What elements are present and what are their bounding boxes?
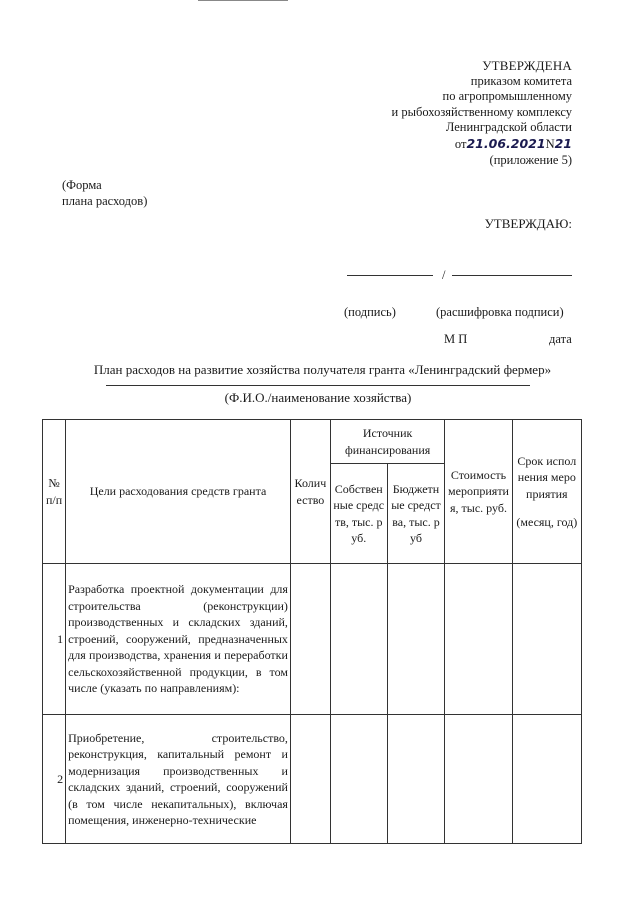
handwritten-number: 21 [554, 135, 572, 151]
row-goal: Разработка проектной документации для строительства (реконструкции) производственных и складских зданий, строений, сооружений, предназначенных для производства, хранения и переработки сельскохозяйственной продукции, в том числе (указать по направлениям): [66, 564, 291, 715]
row-budget-cell [387, 715, 445, 844]
stamp-label: М П [444, 332, 468, 346]
expense-plan-table [42, 419, 582, 844]
date-prefix: от [454, 136, 467, 151]
signature-line [347, 275, 433, 276]
row-cost-cell [445, 715, 512, 844]
row-budget-cell [387, 564, 445, 715]
handwritten-date: 21.06.2021 [466, 135, 546, 151]
header-goal: Цели расходования средств гранта [66, 420, 291, 564]
signature-caption: (подпись) [344, 305, 396, 319]
header-cost: Стоимость мероприятия, тыс. руб. [445, 420, 512, 564]
number-prefix: N [545, 136, 555, 151]
header-term-text: Срок исполнения мероприятия [517, 453, 577, 501]
header-own-funds: Собственные средств, тыс. руб. [330, 464, 387, 564]
row-own-cell [330, 715, 387, 844]
approve-word: УТВЕРЖДАЮ: [484, 216, 572, 231]
top-edge-mark [198, 0, 288, 4]
form-note [62, 178, 147, 209]
header-term [512, 420, 581, 564]
row-goal: Приобретение, строительство, реконструкция, капитальный ремонт и модернизация производственных и складских зданий, строений, сооружений (в том числе некапитальных), включая помещения, инженерно-технические [66, 715, 291, 844]
farm-name-line [106, 385, 530, 386]
date-caption: дата [549, 332, 572, 346]
row-num: 2 [43, 715, 66, 844]
row-term-cell [512, 715, 581, 844]
row-own-cell [330, 564, 387, 715]
plan-title: План расходов на развитие хозяйства получателя гранта «Ленинградский фермер» [93, 362, 552, 377]
approval-block [392, 58, 572, 168]
row-num: 1 [43, 564, 66, 715]
signature-separator: / [442, 268, 446, 282]
appendix-label: (приложение 5) [489, 152, 572, 167]
header-source: Источник финансирования [330, 420, 445, 464]
farm-name-caption: (Ф.И.О./наименование хозяйства) [224, 390, 412, 405]
approval-line: и рыбохозяйственному комплексу [391, 104, 572, 119]
row-term-cell [512, 564, 581, 715]
form-note-line: (Форма [62, 178, 102, 192]
approval-line: по агропромышленному [442, 89, 572, 104]
signature-decode-caption: (расшифровка подписи) [436, 305, 564, 319]
row-qty-cell [290, 564, 330, 715]
header-budget-funds: Бюджетные средства, тыс. руб [387, 464, 445, 564]
header-num: № п/п [43, 420, 66, 564]
approval-line: приказом комитета [470, 73, 572, 88]
approval-heading: УТВЕРЖДЕНА [482, 58, 572, 73]
signature-decode-line [452, 275, 572, 276]
table-row [43, 564, 582, 715]
header-qty: Количество [290, 420, 330, 564]
approval-line: Ленинградской области [445, 120, 572, 135]
row-qty-cell [290, 715, 330, 844]
header-term-unit: (месяц, год) [516, 515, 578, 529]
approval-date-line [392, 136, 572, 153]
row-cost-cell [445, 564, 512, 715]
form-note-line: плана расходов) [62, 193, 148, 208]
table-row [43, 715, 582, 844]
